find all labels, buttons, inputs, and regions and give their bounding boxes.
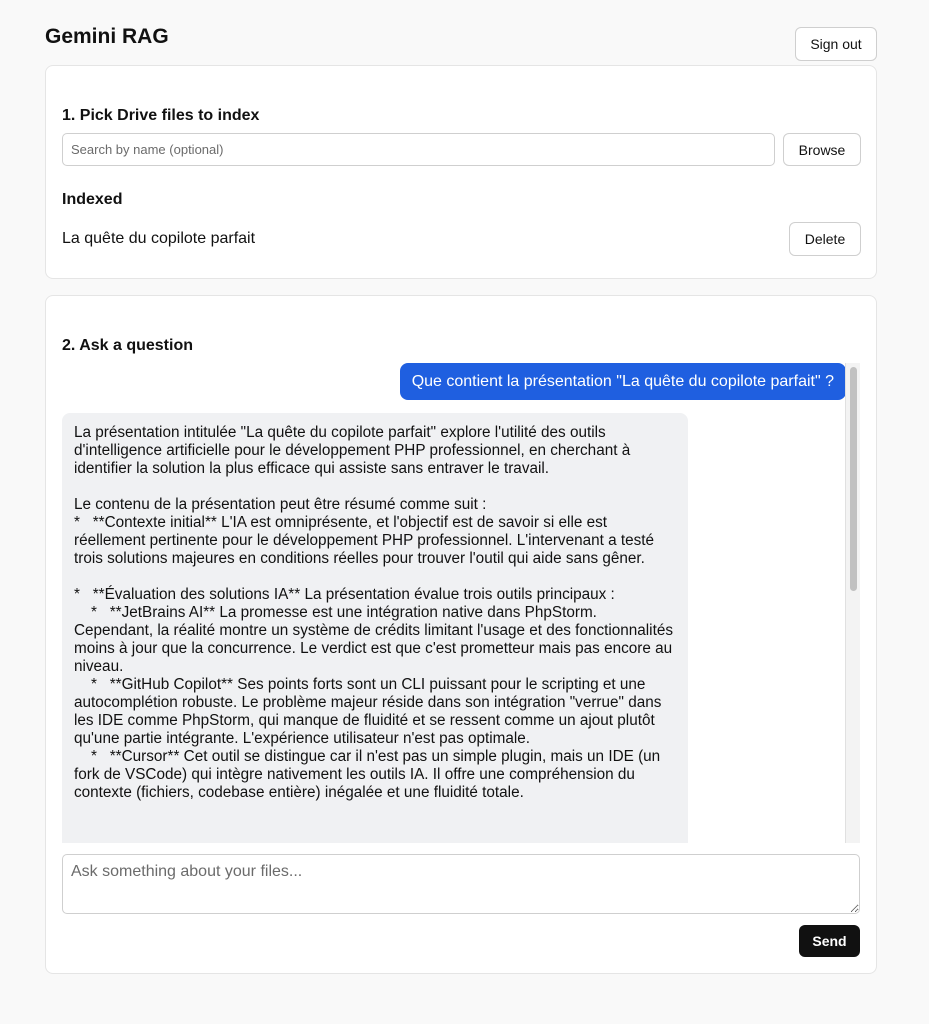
chat-log[interactable] bbox=[62, 363, 860, 843]
chat-scrollbar[interactable] bbox=[845, 363, 860, 843]
send-button[interactable]: Send bbox=[799, 925, 860, 957]
question-input[interactable] bbox=[62, 854, 860, 914]
app-title: Gemini RAG bbox=[45, 25, 169, 48]
drive-search-input[interactable] bbox=[62, 133, 775, 166]
chat-scrollbar-thumb[interactable] bbox=[850, 367, 857, 591]
ask-section-title: 2. Ask a question bbox=[62, 337, 193, 354]
index-files-card bbox=[45, 65, 877, 279]
indexed-file-name: La quête du copilote parfait bbox=[62, 230, 256, 247]
ask-question-card bbox=[45, 295, 877, 974]
delete-file-button[interactable]: Delete bbox=[789, 222, 861, 256]
sign-out-button[interactable]: Sign out bbox=[795, 27, 877, 61]
browse-button[interactable]: Browse bbox=[783, 133, 861, 166]
index-section-title: 1. Pick Drive files to index bbox=[62, 107, 260, 124]
user-message: Que contient la présentation "La quête du copilote parfait" ? bbox=[400, 363, 846, 400]
assistant-message: La présentation intitulée "La quête du copilote parfait" explore l'utilité des outils d'intelligence artificielle pour le développement PHP professionnel, en cherchant à identifier la solution la plus efficace qui assiste sans entraver le travail. Le contenu de la présentation peut être résumé comme suit : * **Contexte initial** L'IA est omniprésente, et l'objectif est de savoir si elle est réellement pertinente pour le développement PHP professionnel. L'intervenant a testé trois solutions majeures en conditions réelles pour trouver l'outil qui aide sans gêner. * **Évaluation des solutions IA** La présentation évalue trois outils principaux : * **JetBrains AI** La promesse est une intégration native dans PhpStorm. Cependant, la réalité montre un système de crédits limitant l'usage et des fonctionnalités moins à jour que la concurrence. Le verdict est que c'est prometteur mais pas encore au niveau. * **GitHub Copilot** Ses points forts sont un CLI puissant pour le scripting et une autocomplétion robuste. Le problème majeur réside dans son intégration "verrue" dans les IDE comme PhpStorm, qui manque de fluidité et se ressent comme un ajout plutôt qu'une partie intégrante. L'expérience utilisateur n'est pas optimale. * **Cursor** Cet outil se distingue car il n'est pas un simple plugin, mais un IDE (un fork de VSCode) qui intègre nativement les outils IA. Il offre une compréhension du contexte (fichiers, codebase entière) inégalée et une fluidité totale. bbox=[62, 413, 688, 843]
indexed-title: Indexed bbox=[62, 191, 123, 208]
